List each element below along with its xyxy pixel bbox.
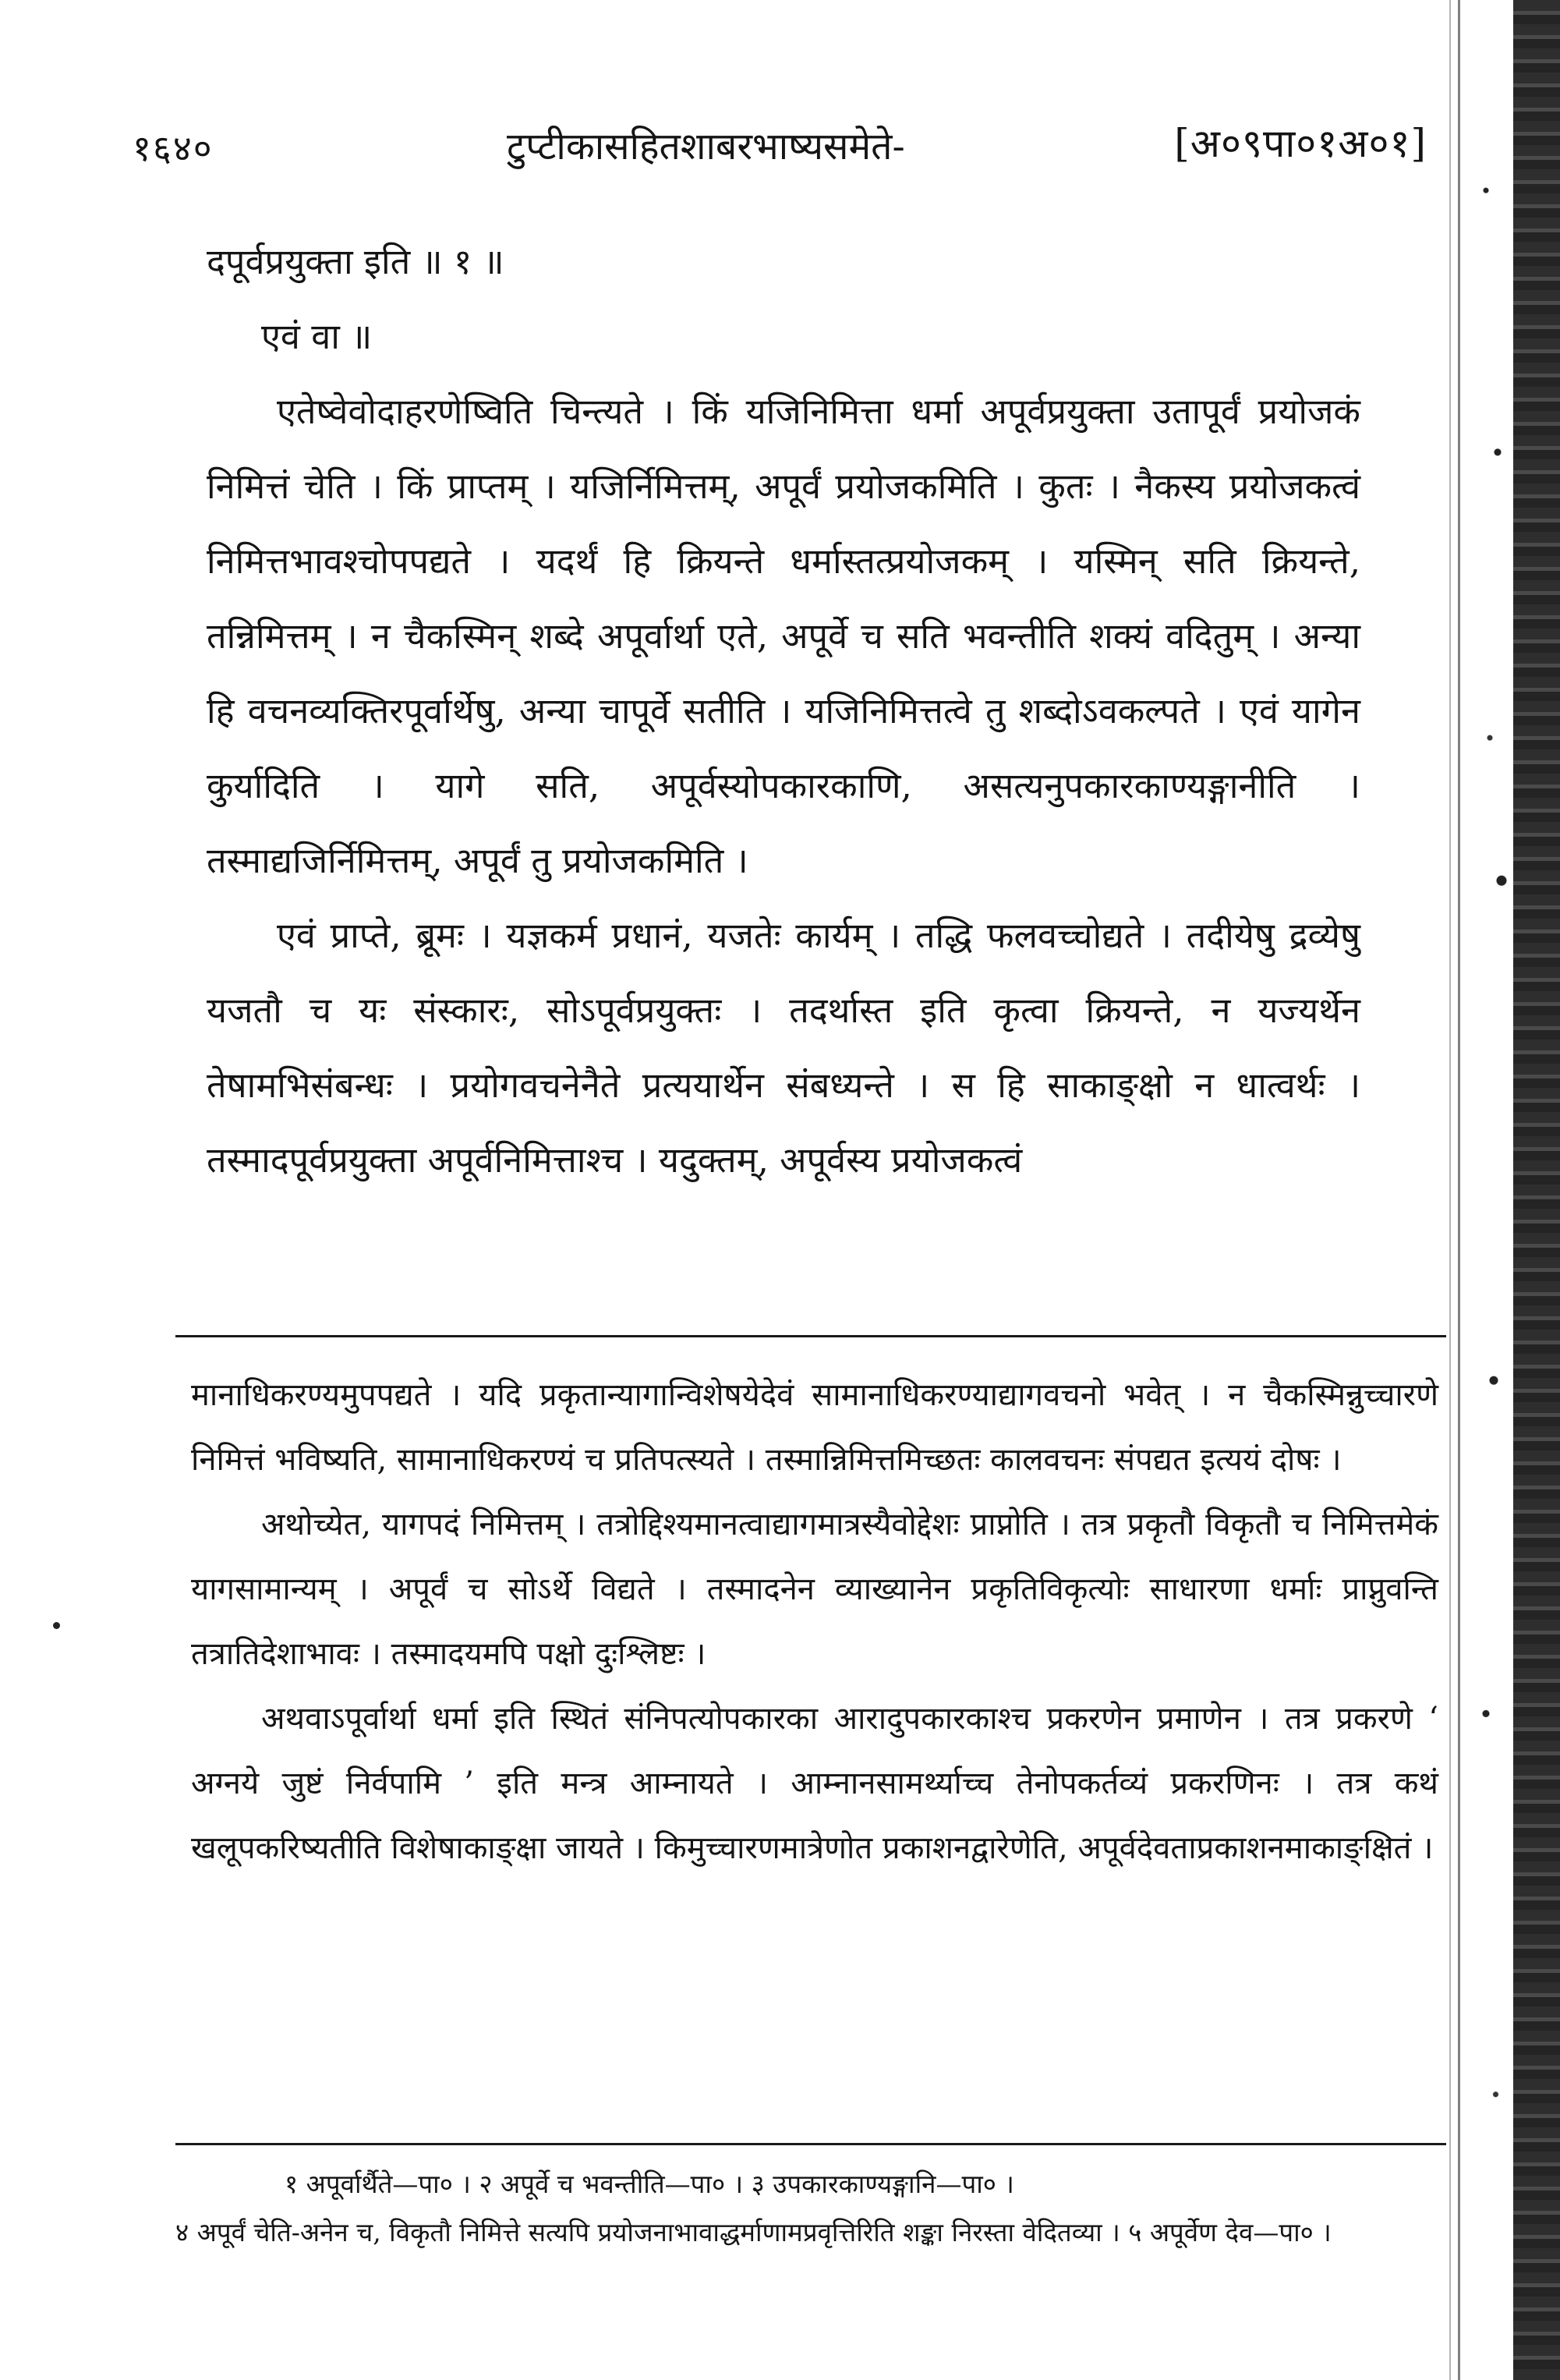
main-paragraph: दपूर्वप्रयुक्ता इति ॥ १ ॥: [207, 241, 504, 282]
main-text: [207, 225, 1360, 1198]
commentary-paragraph: अथवाऽपूर्वार्था धर्मा इति स्थितं संनिपत्योपकारका आरादुपकारकाश्च प्रकरणेन प्रमाणेन । तत्र प्रकरणे ‘ अग्नये जुष्टं निर्वपामि ’ इति मन्त्र आम्नायते । आम्नानसामर्थ्याच्च तेनोपकर्तव्यं प्रकरणिनः । तत्र कथं खलूपकरिष्यतीति विशेषाकाङ्क्षा जायते । किमुच्चारणमात्रेणोत प्रकाशनद्वारेणेति, अपूर्वदेवताप्रकाशनमाकाङ्क्षितं ।: [191, 1701, 1438, 1866]
footnote-line: ४ अपूर्वं चेति-अनेन च, विकृतौ निमित्ते सत्यपि प्रयोजनाभावाद्धर्माणामप्रवृत्तिरिति शङ्का निरस्ता वेदितव्या । ५ अपूर्वेण देव—पा० ।: [175, 2217, 1332, 2247]
margin-dot: [53, 1622, 60, 1629]
margin-line: [1458, 0, 1460, 2380]
footnote-rule: [175, 2143, 1446, 2145]
commentary-text: [191, 1363, 1438, 1881]
section-reference: [अ०९पा०१अ०१]: [1174, 121, 1427, 166]
gutter-marks: [1474, 0, 1513, 2380]
main-paragraph: एवं प्राप्ते, ब्रूमः । यज्ञकर्म प्रधानं, यजतेः कार्यम् । तद्धि फलवच्चोद्यते । तदीयेषु द्रव्येषु यजतौ च यः संस्कारः, सोऽपूर्वप्रयुक्तः । तदर्थास्त इति कृत्वा क्रियन्ते, न यज्यर्थेन तेषामभिसंबन्धः । प्रयोगवचनेनैते प्रत्ययार्थेन संबध्यन्ते । स हि साकाङ्क्षो न धात्वर्थः । तस्मादपूर्वप्रयुक्ता अपूर्वनिमित्ताश्च । यदुक्तम्, अपूर्वस्य प्रयोजकत्वं: [207, 915, 1360, 1181]
page-number: १६४०: [133, 127, 214, 169]
binding-edge: [1513, 0, 1560, 2380]
main-paragraph: एतेष्वेवोदाहरणेष्विति चिन्त्यते । किं यजिनिमित्ता धर्मा अपूर्वप्रयुक्ता उतापूर्वं प्रयोजकं निमित्तं चेति । किं प्राप्तम् । यजिर्निमित्तम्, अपूर्वं प्रयोजकमिति । कुतः । नैकस्य प्रयोजकत्वं निमित्तभावश्चोपपद्यते । यदर्थं हि क्रियन्ते धर्मास्तत्प्रयोजकम् । यस्मिन् सति क्रियन्ते, तन्निमित्तम् । न चैकस्मिन् शब्दे अपूर्वार्था एते, अपूर्वे च सति भवन्तीति शक्यं वदितुम् । अन्या हि वचनव्यक्तिरपूर्वार्थेषु, अन्या चापूर्वे सतीति । यजिनिमित्तत्वे तु शब्दोऽवकल्पते । एवं यागेन कुर्यादिति । यागे सति, अपूर्वस्योपकारकाणि, असत्यनुपकारकाण्यङ्गानीति । तस्माद्यजिर्निमित्तम्, अपूर्वं तु प्रयोजकमिति ।: [207, 391, 1360, 881]
commentary-paragraph: मानाधिकरण्यमुपपद्यते । यदि प्रकृतान्यागान्विशेषयेदेवं सामानाधिकरण्याद्यागवचनो भवेत् । न चैकस्मिन्नुच्चारणे निमित्तं भविष्यति, सामानाधिकरण्यं च प्रतिपत्स्यते । तस्मान्निमित्तमिच्छतः कालवचनः संपद्यत इत्ययं दोषः ।: [191, 1377, 1438, 1478]
margin-line-thin: [1449, 0, 1451, 2380]
divider-rule: [175, 1335, 1446, 1337]
running-title: टुप्टीकासहितशाबरभाष्यसमेते-: [507, 125, 905, 168]
commentary-paragraph: अथोच्येत, यागपदं निमित्तम् । तत्रोद्दिश्यमानत्वाद्यागमात्रस्यैवोद्देशः प्राप्नोति । तत्र प्रकृतौ विकृतौ च निमित्तमेकं यागसामान्यम् । अपूर्वं च सोऽर्थे विद्यते । तस्मादनेन व्याख्यानेन प्रकृतिविकृत्योः साधारणा धर्माः प्राप्नुवन्ति तत्रातिदेशाभावः । तस्मादयमपि पक्षो दुःश्लिष्टः ।: [191, 1507, 1438, 1672]
main-paragraph: एवं वा ॥: [261, 316, 373, 357]
page-header: [133, 109, 1427, 179]
footnote-line: १ अपूर्वार्थैते—पा० । २ अपूर्वे च भवन्तीति—पा० । ३ उपकारकाण्यङ्गानि—पा० ।: [285, 2169, 1014, 2199]
footnotes: [175, 2160, 1438, 2257]
